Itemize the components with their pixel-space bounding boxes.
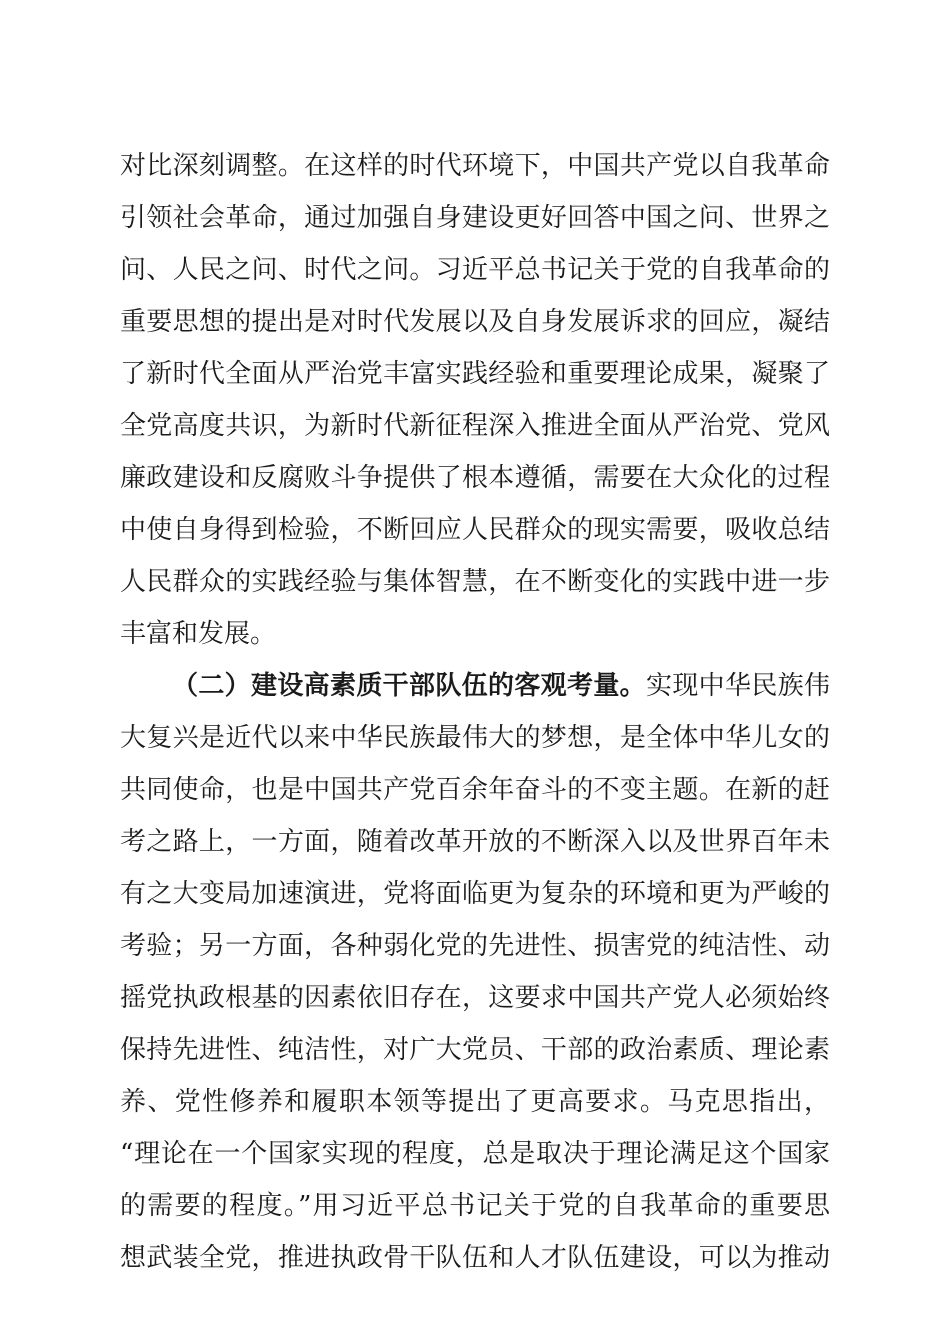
text-line: 保持先进性、纯洁性，对广大党员、干部的政治素质、理论素 <box>120 1035 830 1065</box>
text-line: 对比深刻调整。在这样的时代环境下，中国共产党以自我革命 <box>120 151 830 181</box>
text-line: 有之大变局加速演进，党将面临更为复杂的环境和更为严峻的 <box>120 879 830 909</box>
text-line: 重要思想的提出是对时代发展以及自身发展诉求的回应，凝结 <box>120 307 830 337</box>
text-line: 了新时代全面从严治党丰富实践经验和重要理论成果，凝聚了 <box>120 359 830 389</box>
text-line: 摇党执政根基的因素依旧存在，这要求中国共产党人必须始终 <box>120 983 830 1013</box>
text-line: 的需要的程度。”用习近平总书记关于党的自我革命的重要思 <box>120 1191 830 1221</box>
section-heading: （二）建设高素质干部队伍的客观考量。 <box>172 671 646 701</box>
text-line: 考之路上，一方面，随着改革开放的不断深入以及世界百年未 <box>120 827 830 857</box>
text-line: 丰富和发展。 <box>120 619 277 649</box>
text-line: 养、党性修养和履职本领等提出了更高要求。马克思指出， <box>120 1087 830 1117</box>
text-line: 人民群众的实践经验与集体智慧，在不断变化的实践中进一步 <box>120 567 830 597</box>
text-line: “理论在一个国家实现的程度，总是取决于理论满足这个国家 <box>120 1139 830 1169</box>
text-line: 共同使命，也是中国共产党百余年奋斗的不变主题。在新的赶 <box>120 775 830 805</box>
paragraph-first-line <box>120 660 830 712</box>
text-line: 中使自身得到检验，不断回应人民群众的现实需要，吸收总结 <box>120 515 830 545</box>
heading-continuation: 实现中华民族伟 <box>645 671 830 701</box>
text-line: 全党高度共识，为新时代新征程深入推进全面从严治党、党风 <box>120 411 830 441</box>
text-line: 考验；另一方面，各种弱化党的先进性、损害党的纯洁性、动 <box>120 931 830 961</box>
text-line: 问、人民之问、时代之问。习近平总书记关于党的自我革命的 <box>120 255 830 285</box>
text-line: 大复兴是近代以来中华民族最伟大的梦想，是全体中华儿女的 <box>120 723 830 753</box>
paragraph-2 <box>120 660 830 1284</box>
text-line: 引领社会革命，通过加强自身建设更好回答中国之问、世界之 <box>120 203 830 233</box>
body-text <box>120 140 830 1284</box>
text-line: 廉政建设和反腐败斗争提供了根本遵循，需要在大众化的过程 <box>120 463 830 493</box>
paragraph-1 <box>120 140 830 660</box>
text-line: 想武装全党，推进执政骨干队伍和人才队伍建设，可以为推动 <box>120 1243 830 1273</box>
